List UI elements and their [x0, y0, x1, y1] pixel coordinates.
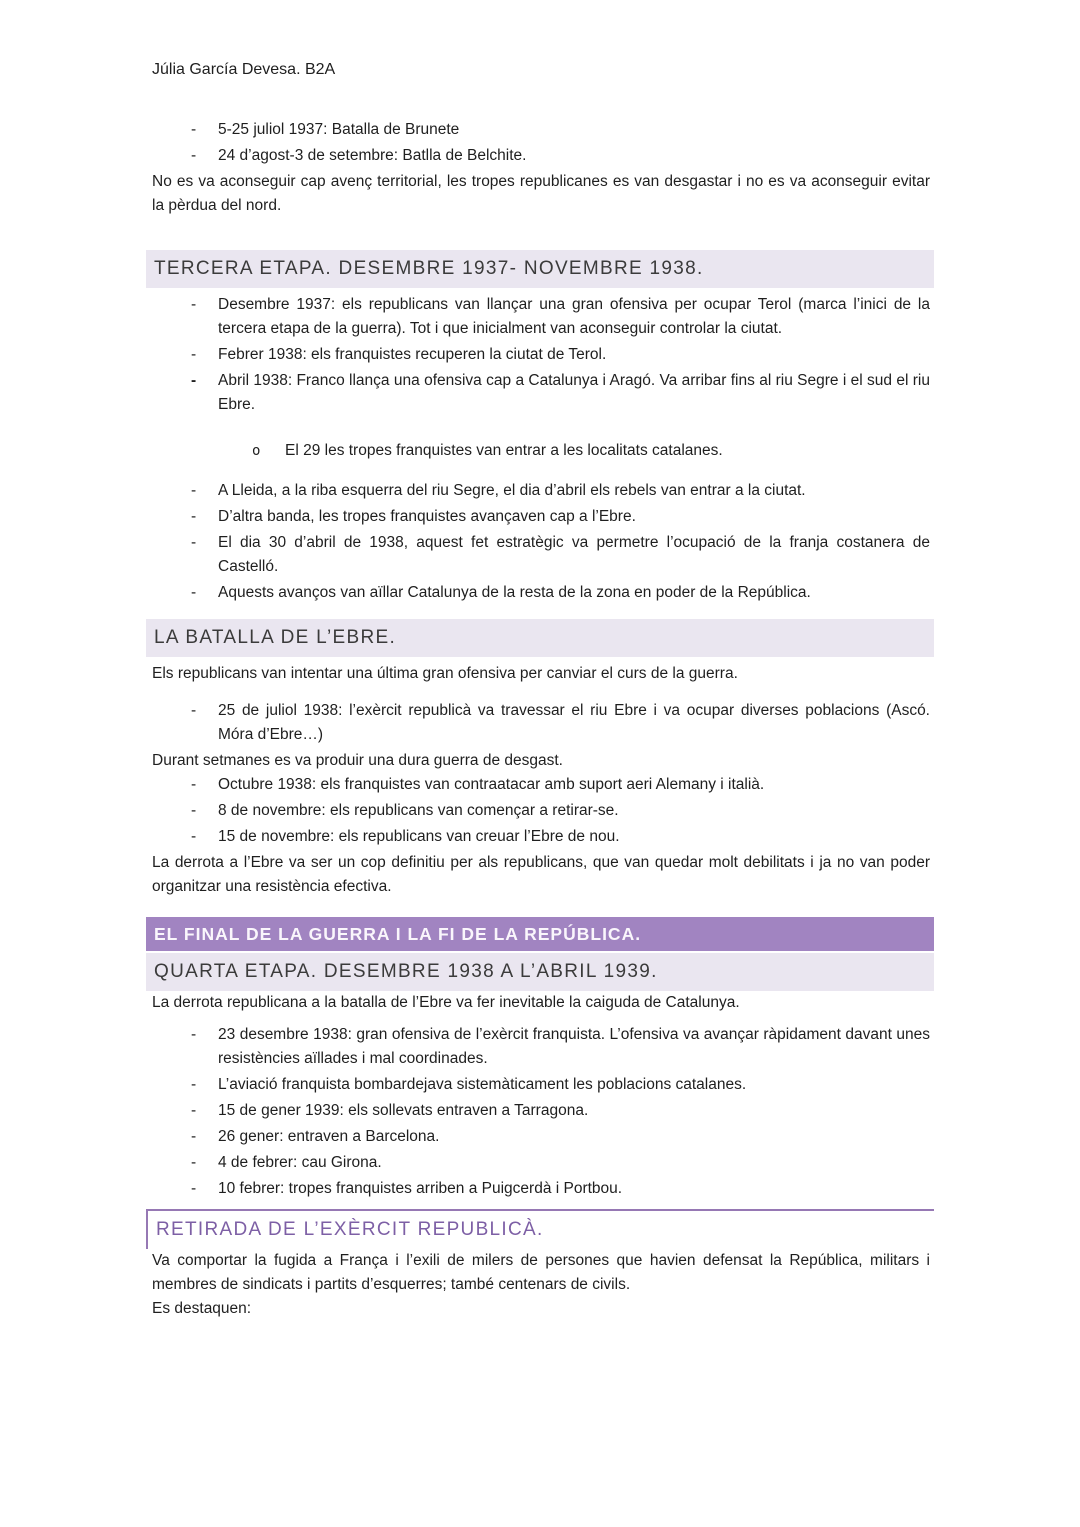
section-tercera-etapa: [152, 250, 930, 605]
section-heading: TERCERA ETAPA. DESEMBRE 1937- NOVEMBRE 1938.: [146, 250, 934, 288]
section-batalla-ebre: [152, 619, 930, 899]
bullet-text: Febrer 1938: els franquistes recuperen la ciutat de Terol.: [218, 346, 607, 363]
paragraph: Els republicans van intentar una última gran ofensiva per canviar el curs de la guerra.: [152, 665, 738, 682]
bullet-dash: -: [191, 508, 197, 525]
list-item: [152, 505, 930, 529]
circle-bullet: o: [252, 443, 261, 459]
bullet-dash: -: [191, 1076, 197, 1093]
bullet-group: [152, 1023, 930, 1201]
bullet-dash: -: [191, 121, 197, 138]
list-item: [152, 1151, 930, 1175]
section-final-guerra: [152, 917, 930, 1201]
bullet-dash: -: [191, 776, 197, 793]
bullet-text: Desembre 1937: els republicans van llançar una gran ofensiva per ocupar Terol (marca l’inici de la tercera etapa de la guerra). Tot i que inicialment van aconseguir controlar la ciutat.: [218, 296, 930, 337]
bullet-text: Octubre 1938: els franquistes van contraatacar amb suport aeri Alemany i italià.: [218, 776, 765, 793]
sub-list-item: [152, 439, 930, 463]
bullet-dash: -: [191, 346, 197, 363]
bullet-text: 8 de novembre: els republicans van començar a retirar-se.: [218, 802, 619, 819]
bullet-dash: -: [191, 296, 197, 313]
bullet-text: 5-25 juliol 1937: Batalla de Brunete: [218, 121, 460, 138]
bullet-dash: -: [191, 584, 197, 601]
section-intro: [152, 118, 930, 218]
bullet-text: 26 gener: entraven a Barcelona.: [218, 1128, 440, 1145]
bullet-dash: -: [191, 802, 197, 819]
list-item: [152, 144, 930, 168]
paragraph: Durant setmanes es va produir una dura guerra de desgast.: [152, 752, 563, 769]
bullet-text: 15 de novembre: els republicans van creuar l’Ebre de nou.: [218, 828, 620, 845]
bullet-dash: -: [191, 534, 197, 551]
list-item: [152, 1099, 930, 1123]
section-heading: LA BATALLA DE L’EBRE.: [146, 619, 934, 657]
list-item: [152, 293, 930, 341]
paragraph: La derrota a l’Ebre va ser un cop definitiu per als republicans, que van quedar molt debilitats i ja no van poder organitzar una resistència efectiva.: [152, 854, 930, 895]
bullet-text: 23 desembre 1938: gran ofensiva de l’exèrcit franquista. L’ofensiva va avançar ràpidament davant unes resistències aïllades i mal coordinades.: [218, 1026, 930, 1067]
bullet-dash: -: [191, 1128, 197, 1145]
list-item: [152, 531, 930, 579]
chapter-heading: EL FINAL DE LA GUERRA I LA FI DE LA REPÚBLICA.: [146, 917, 934, 951]
list-item: [152, 825, 930, 849]
bullet-dash: -: [191, 1026, 197, 1043]
bullet-text: El 29 les tropes franquistes van entrar a les localitats catalanes.: [285, 442, 723, 459]
bullet-text: D’altra banda, les tropes franquistes avançaven cap a l’Ebre.: [218, 508, 636, 525]
bullet-dash: -: [191, 702, 197, 719]
section-heading: RETIRADA DE L’EXÈRCIT REPUBLICÀ.: [146, 1209, 934, 1249]
bullet-dash: -: [191, 1180, 197, 1197]
list-item: [152, 773, 930, 797]
bullet-dash: -: [191, 1102, 197, 1119]
list-item: [152, 343, 930, 367]
bullet-text: 4 de febrer: cau Girona.: [218, 1154, 382, 1171]
bullet-text: El dia 30 d’abril de 1938, aquest fet estratègic va permetre l’ocupació de la franja costanera de Castelló.: [218, 534, 930, 575]
bullet-dash: -: [191, 1154, 197, 1171]
list-item: [152, 581, 930, 605]
bullet-text: Aquests avanços van aïllar Catalunya de la resta de la zona en poder de la República.: [218, 584, 811, 601]
list-item: [152, 369, 930, 417]
list-item: [152, 699, 930, 747]
bullet-text: A Lleida, a la riba esquerra del riu Segre, el dia d’abril els rebels van entrar a la ciutat.: [218, 482, 806, 499]
list-item: [152, 118, 930, 142]
bullet-dash: -: [191, 147, 197, 164]
bullet-dash: -: [191, 482, 197, 499]
list-item: [152, 799, 930, 823]
bullet-text: 24 d’agost-3 de setembre: Batlla de Belchite.: [218, 147, 527, 164]
bullet-text: 15 de gener 1939: els sollevats entraven a Tarragona.: [218, 1102, 589, 1119]
bullet-dash: -: [191, 372, 197, 389]
section-heading: QUARTA ETAPA. DESEMBRE 1938 A L’ABRIL 1939.: [146, 953, 934, 991]
paragraph: La derrota republicana a la batalla de l’Ebre va fer inevitable la caiguda de Catalunya.: [152, 994, 740, 1011]
list-item: [152, 1073, 930, 1097]
bullet-dash: -: [191, 828, 197, 845]
bullet-text: Abril 1938: Franco llança una ofensiva cap a Catalunya i Aragó. Va arribar fins al riu Segre i el sud el riu Ebre.: [218, 372, 930, 413]
bullet-text: 10 febrer: tropes franquistes arriben a Puigcerdà i Portbou.: [218, 1180, 623, 1197]
list-item: [152, 1023, 930, 1071]
list-item: [152, 1177, 930, 1201]
list-item: [152, 1125, 930, 1149]
document-content: [152, 0, 930, 1321]
author-line: Júlia García Devesa. B2A: [152, 61, 336, 78]
bullet-text: 25 de juliol 1938: l’exèrcit republicà va travessar el riu Ebre i va ocupar diverses poblacions (Ascó. Móra d’Ebre…): [218, 702, 930, 743]
list-item: [152, 479, 930, 503]
paragraph: No es va aconseguir cap avenç territorial, les tropes republicanes es van desgastar i no es va aconseguir evitar la pèrdua del nord.: [152, 173, 930, 214]
section-retirada: [152, 1209, 930, 1321]
paragraph: Es destaquen:: [152, 1300, 252, 1317]
paragraph: Va comportar la fugida a França i l’exili de milers de persones que havien defensat la República, militars i membres de sindicats i partits d’esquerres; també centenars de civils.: [152, 1252, 930, 1293]
bullet-text: L’aviació franquista bombardejava sistemàticament les poblacions catalanes.: [218, 1076, 747, 1093]
